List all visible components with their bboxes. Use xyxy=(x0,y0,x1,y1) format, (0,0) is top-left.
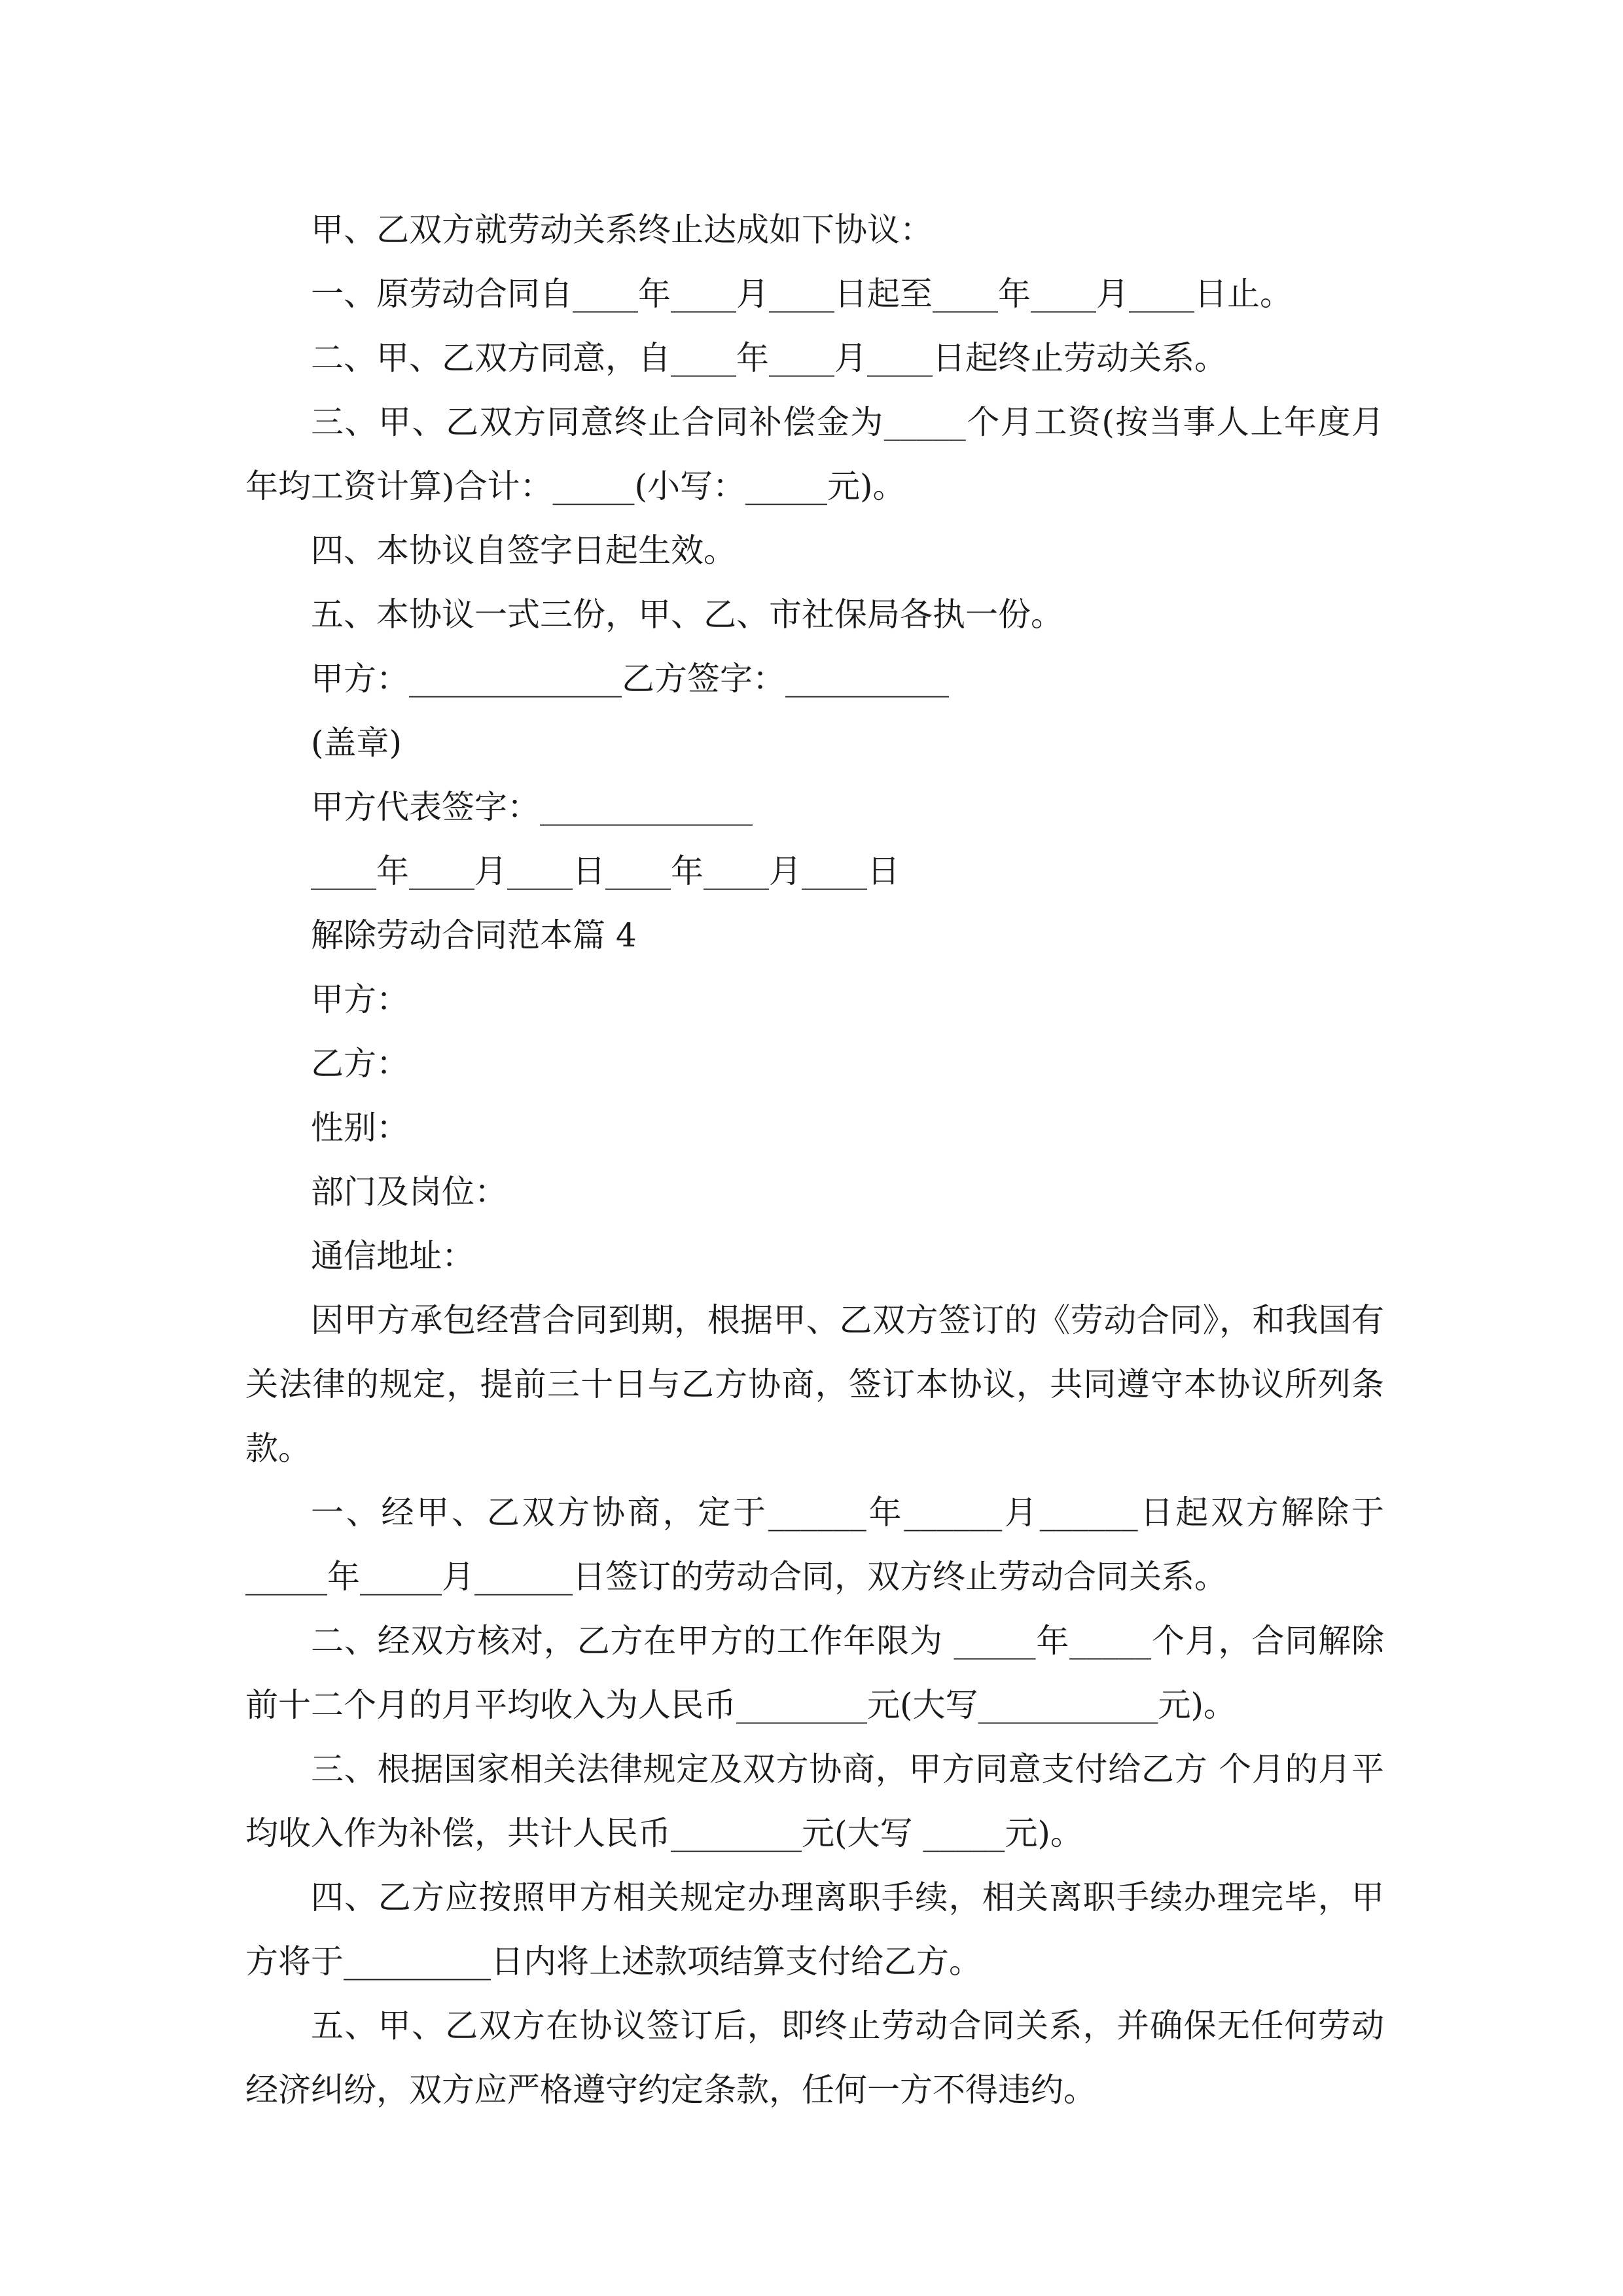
agreement-intro: 甲、乙双方就劳动关系终止达成如下协议： xyxy=(311,211,933,249)
seal-note: (盖章) xyxy=(311,724,402,762)
field-party-a: 甲方： xyxy=(311,980,409,1018)
clause-3-compensation: 三、甲、乙双方同意终止合同补偿金为_____个月工资(按当事人上年度月年均工资计算)合计：_____(小写：_____元)。 xyxy=(245,403,1384,505)
field-department-position: 部门及岗位： xyxy=(311,1173,507,1211)
paragraph-clause-4: 四、乙方应按照甲方相关规定办理离职手续，相关离职手续办理完毕，甲方将于_________日内将上述款项结算支付给乙方。 xyxy=(245,1878,1384,1981)
party-a-representative-signature: 甲方代表签字：_____________ xyxy=(311,788,753,826)
paragraph-clause-2: 二、经双方核对，乙方在甲方的工作年限为 _____年_____个月，合同解除前十二个月的月平均收入为人民币________元(大写___________元)。 xyxy=(245,1622,1384,1724)
document-body xyxy=(245,198,1384,2122)
clause-2-termination-date: 二、甲、乙双方同意，自____年____月____日起终止劳动关系。 xyxy=(311,339,1227,377)
section-title-template-4: 解除劳动合同范本篇 4 xyxy=(311,916,637,954)
field-mailing-address: 通信地址： xyxy=(311,1237,474,1275)
field-gender: 性别： xyxy=(311,1109,409,1147)
clause-1-contract-period: 一、原劳动合同自____年____月____日起至____年____月____日止。 xyxy=(311,275,1293,313)
paragraph-clause-1: 一、经甲、乙双方协商，定于______年______月______日起双方解除于_____年_____月______日签订的劳动合同，双方终止劳动合同关系。 xyxy=(245,1494,1384,1596)
clause-4-effective: 四、本协议自签字日起生效。 xyxy=(311,531,736,569)
clause-5-copies: 五、本协议一式三份，甲、乙、市社保局各执一份。 xyxy=(311,596,1063,634)
signature-line-parties: 甲方：_____________乙方签字：__________ xyxy=(311,660,949,698)
field-party-b: 乙方： xyxy=(311,1045,409,1083)
paragraph-preamble: 因甲方承包经营合同到期，根据甲、乙双方签订的《劳动合同》，和我国有关法律的规定，提前三十日与乙方协商，签订本协议，共同遵守本协议所列条款。 xyxy=(245,1301,1384,1467)
paragraph-clause-3: 三、根据国家相关法律规定及双方协商，甲方同意支付给乙方 个月的月平均收入作为补偿，共计人民币________元(大写 _____元)。 xyxy=(245,1750,1384,1852)
paragraph-clause-5: 五、甲、乙双方在协议签订后，即终止劳动合同关系，并确保无任何劳动经济纠纷，双方应严格遵守约定条款，任何一方不得违约。 xyxy=(245,2007,1384,2109)
signature-dates: ____年____月____日____年____月____日 xyxy=(311,852,900,890)
